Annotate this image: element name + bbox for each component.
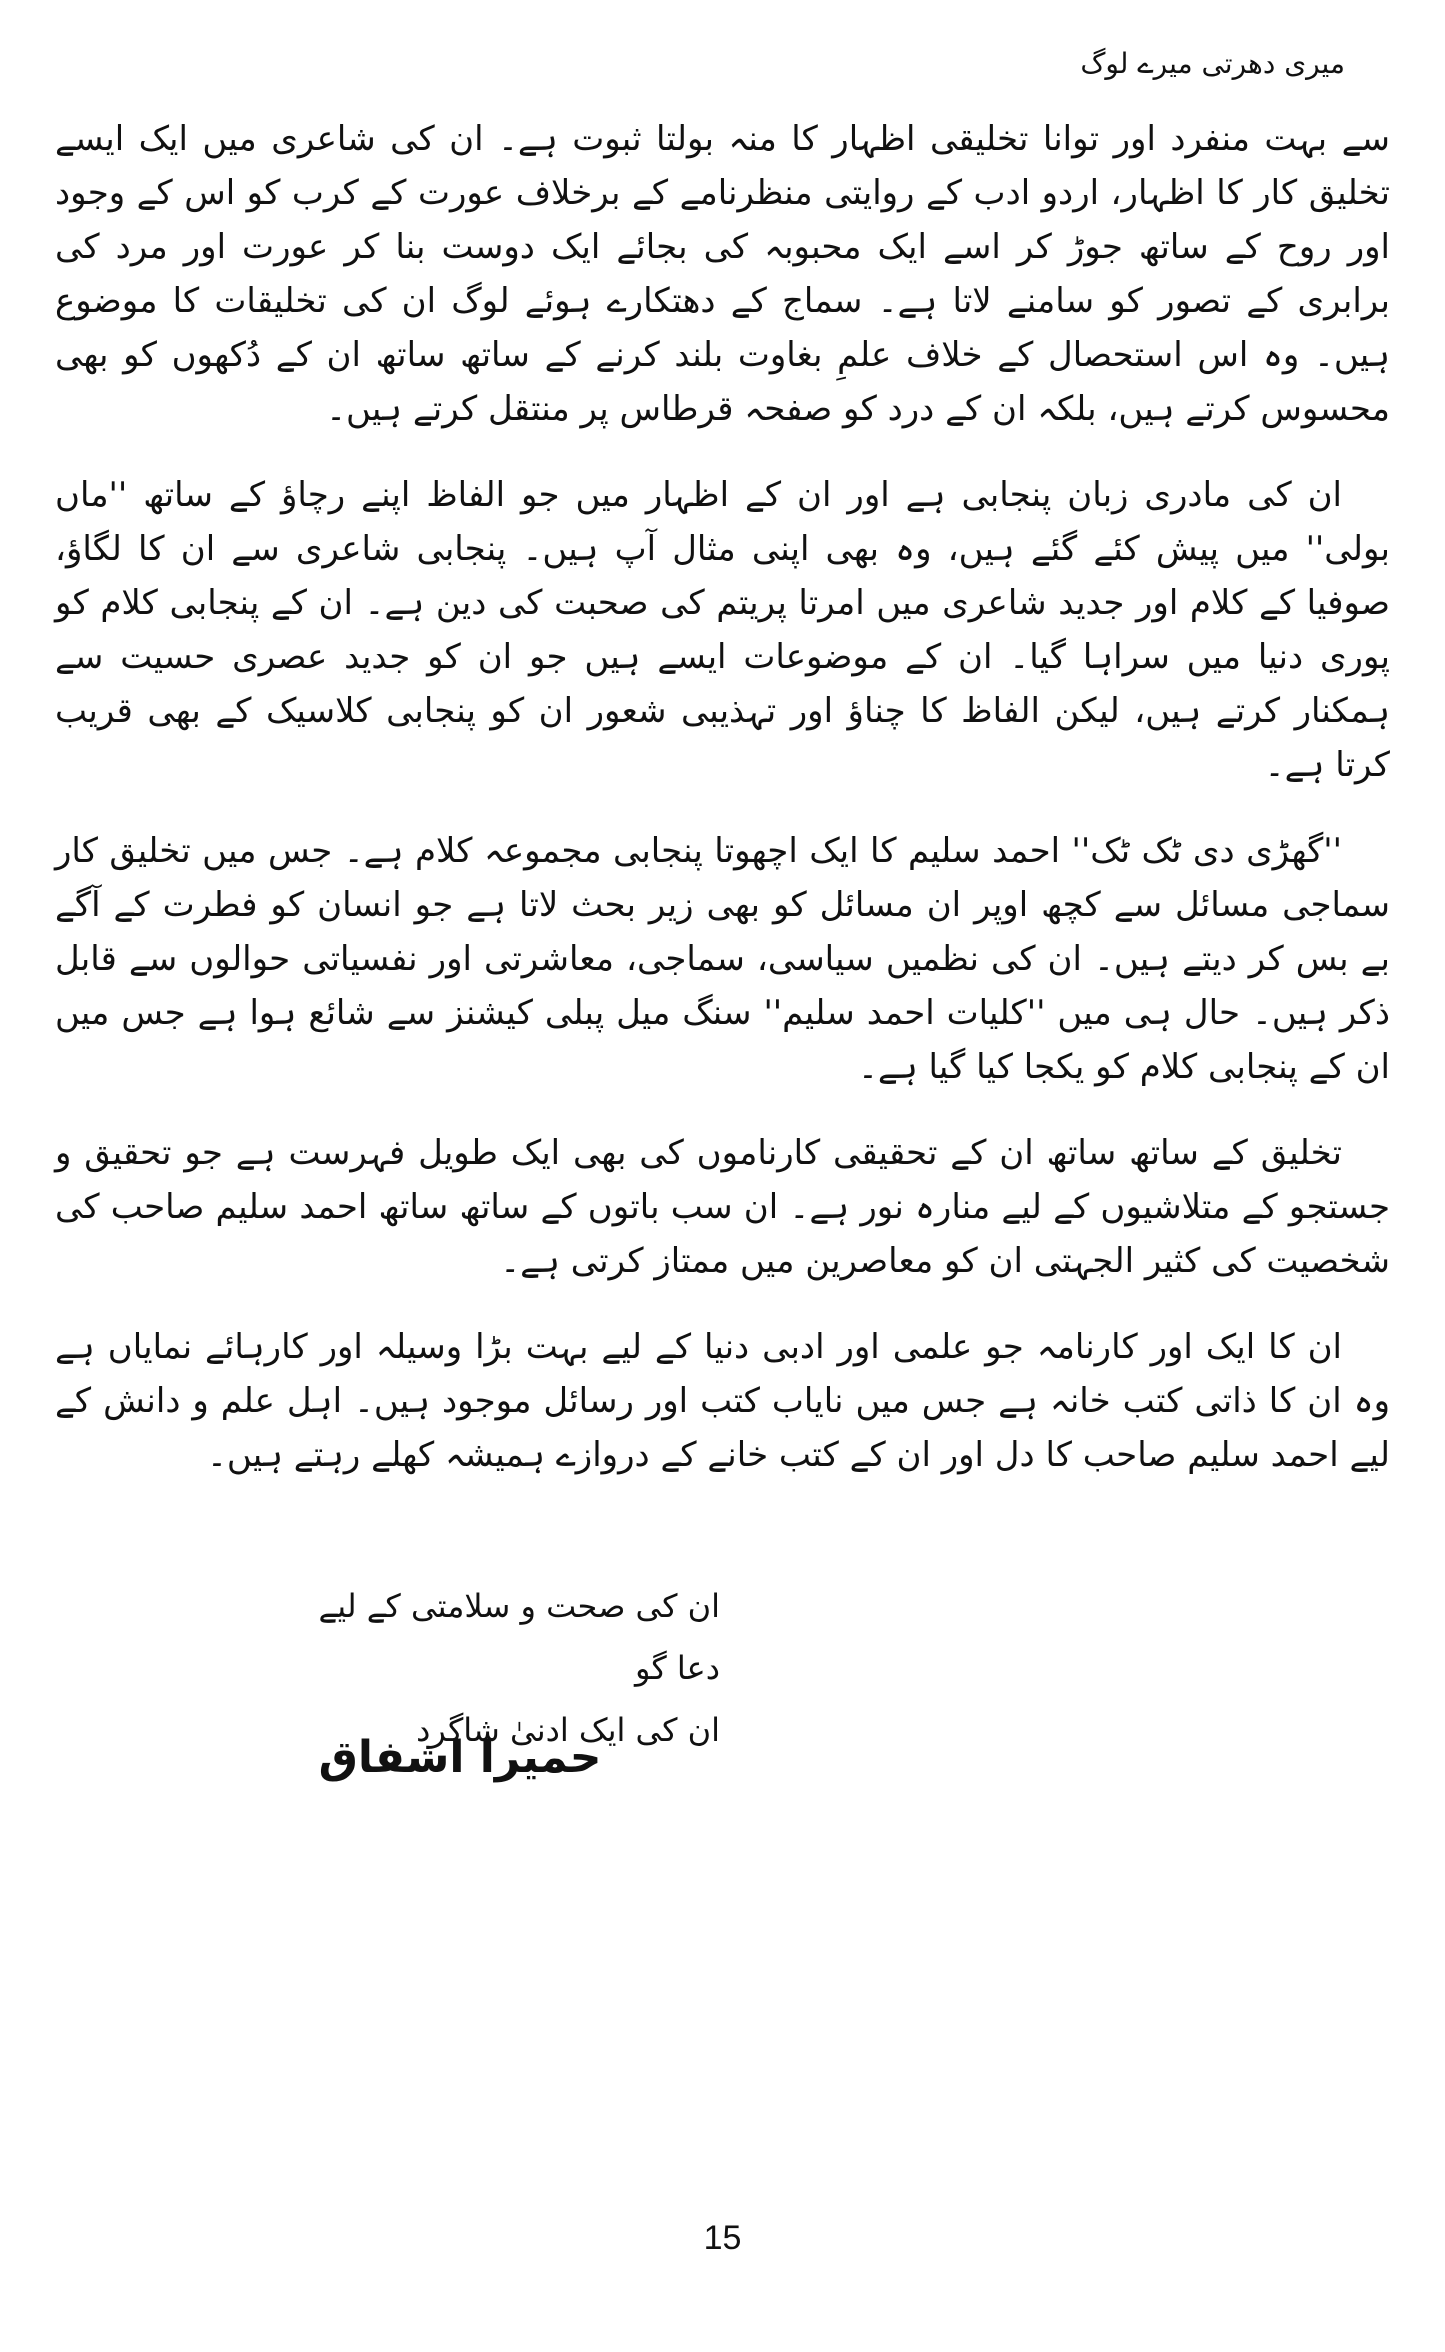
running-header [0,44,1445,84]
closing-line-student: ان کی ایک ادنیٰ شاگرد [416,1711,720,1749]
paragraph-4: تخلیق کے ساتھ ساتھ ان کے تحقیقی کارناموں کی بھی ایک طویل فہرست ہے جو تحقیق و جستجو کے متلاشیوں کے لیے منارہ نور ہے۔ ان سب باتوں کے ساتھ ساتھ احمد سلیم صاحب کی شخصیت کی کثیر الجہتی ان کو معاصرین میں ممتاز کرتی ہے۔ [55,1133,1390,1281]
paragraph-1: سے بہت منفرد اور توانا تخلیقی اظہار کا منہ بولتا ثبوت ہے۔ ان کی شاعری میں ایک ایسے تخلیق کار کا اظہار، اردو ادب کے روایتی منظرنامے کے برخلاف عورت کے کرب کو اس کے وجود اور روح کے ساتھ جوڑ کر اسے ایک محبوبہ کی بجائے ایک دوست بنا کر عورت اور مرد کی برابری کے تصور کو سامنے لاتا ہے۔ سماج کے دھتکارے ہوئے لوگ ان کی تخلیقات کا موضوع ہیں۔ وہ اس استحصال کے خلاف علمِ بغاوت بلند کرنے کے ساتھ ساتھ ان کے دُکھوں کو بھی محسوس کرتے ہیں، بلکہ ان کے درد کو صفحہ قرطاس پر منتقل کرتے ہیں۔ [55,119,1390,429]
paragraph-2: ان کی مادری زبان پنجابی ہے اور ان کے اظہار میں جو الفاظ اپنے رچاؤ کے ساتھ ''ماں بولی'' میں پیش کئے گئے ہیں، وہ بھی اپنی مثال آپ ہیں۔ پنجابی شاعری سے ان کا لگاؤ، صوفیا کے کلام اور جدید شاعری میں امرتا پریتم کی صحبت کی دین ہے۔ ان کے پنجابی کلام کو پوری دنیا میں سراہا گیا۔ ان کے موضوعات ایسے ہیں جو ان کو جدید عصری حسیت سے ہمکنار کرتے ہیں، لیکن الفاظ کا چناؤ اور تہذیبی شعور ان کو پنجابی کلاسیک کے بھی قریب کرتا ہے۔ [55,475,1390,785]
paragraph-3: ''گھڑی دی ٹک ٹک'' احمد سلیم کا ایک اچھوتا پنجابی مجموعہ کلام ہے۔ جس میں تخلیق کار سماجی مسائل سے کچھ اوپر ان مسائل کو بھی زیر بحث لاتا ہے جو انسان کو فطرت کے آگے بے بس کر دیتے ہیں۔ ان کی نظمیں سیاسی، سماجی، معاشرتی اور نفسیاتی حوالوں سے قابل ذکر ہیں۔ حال ہی میں ''کلیات احمد سلیم'' سنگ میل پبلی کیشنز سے شائع ہوا ہے جس میں ان کے پنجابی کلام کو یکجا کیا گیا ہے۔ [55,831,1390,1087]
closing-line-prayer: ان کی صحت و سلامتی کے لیے دعا گو [318,1587,720,1687]
page-body [55,112,1390,1514]
page-number: 15 [703,2219,742,2257]
running-title: میری دھرتی میرے لوگ [1080,47,1345,80]
paragraph-5: ان کا ایک اور کارنامہ جو علمی اور ادبی دنیا کے لیے بہت بڑا وسیلہ اور کارہائے نمایاں ہے وہ ان کا ذاتی کتب خانہ ہے جس میں نایاب کتب اور رسائل موجود ہیں۔ اہل علم و دانش کے لیے احمد سلیم صاحب کا دل اور ان کے کتب خانے کے دروازے ہمیشہ کھلے رہتے ہیں۔ [55,1327,1390,1475]
author-signature: حمیرا اشفاق [318,1732,602,1783]
